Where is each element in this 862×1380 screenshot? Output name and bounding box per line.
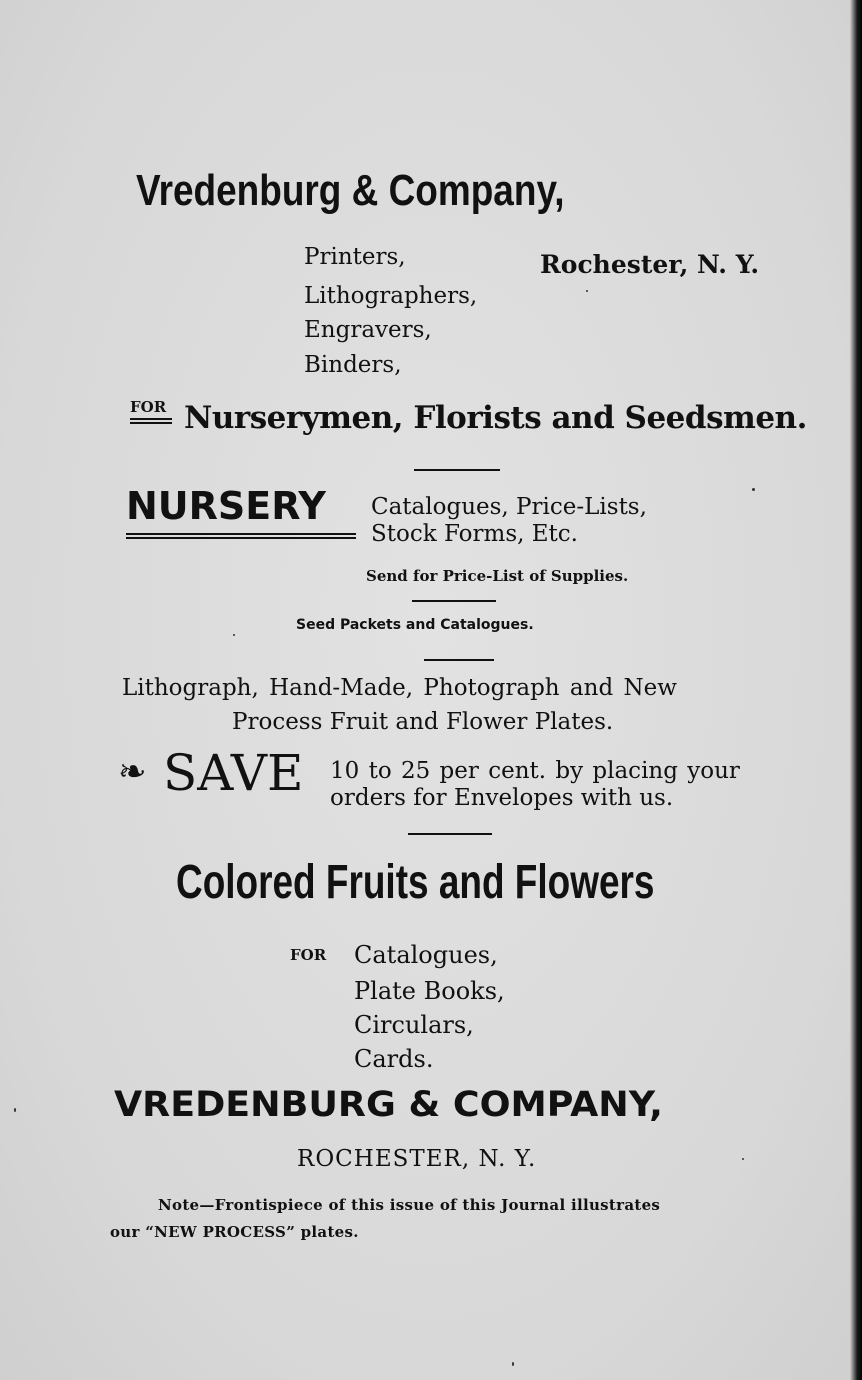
footer-note-line-1: Note—Frontispiece of this issue of this Journal illustrates <box>158 1196 661 1214</box>
divider <box>414 469 500 471</box>
for-prefix-underline <box>130 418 172 424</box>
seed-packets-line: Seed Packets and Catalogues. <box>296 617 534 633</box>
for-prefix: FOR <box>130 398 167 416</box>
colored-for-prefix: FOR <box>290 946 327 964</box>
save-line-2: orders for Envelopes with us. <box>330 785 674 811</box>
save-word: SAVE <box>163 744 304 802</box>
service-engravers: Engravers, <box>304 317 432 343</box>
paper-speck <box>586 290 588 292</box>
paper-speck <box>752 488 755 491</box>
colored-title: Colored Fruits and Flowers <box>176 856 655 909</box>
divider <box>412 600 496 602</box>
nursery-underline <box>126 533 356 539</box>
footer-company: VREDENBURG & COMPANY, <box>114 1085 663 1125</box>
divider <box>408 833 492 835</box>
paper-speck <box>512 1362 514 1366</box>
nursery-line-1: Catalogues, Price-Lists, <box>371 494 647 520</box>
price-list-note: Send for Price-List of Supplies. <box>366 567 629 585</box>
save-line-1: 10 to 25 per cent. by placing your <box>330 758 740 784</box>
page-edge-shadow <box>850 0 862 1380</box>
location-label: Rochester, N. Y. <box>540 250 760 279</box>
footer-city: ROCHESTER, N. Y. <box>297 1146 537 1172</box>
service-binders: Binders, <box>304 352 402 378</box>
colored-item-plate-books: Plate Books, <box>354 977 505 1005</box>
colored-item-catalogues: Catalogues, <box>354 941 498 969</box>
colored-item-cards: Cards. <box>354 1045 434 1073</box>
nursery-word: NURSERY <box>126 484 326 528</box>
paper-speck <box>14 1108 16 1112</box>
paper-speck <box>742 1158 744 1160</box>
colored-item-circulars: Circulars, <box>354 1011 474 1039</box>
fleuron-ornament: ❧ <box>118 752 147 792</box>
company-title: Vredenburg & Company, <box>136 166 565 215</box>
paper-speck <box>233 634 235 636</box>
plates-line-1: Lithograph, Hand-Made, Photograph and New <box>122 675 677 701</box>
divider <box>424 659 494 661</box>
for-line-text: Nurserymen, Florists and Seedsmen. <box>184 400 807 436</box>
service-printers: Printers, <box>304 244 406 270</box>
nursery-line-2: Stock Forms, Etc. <box>371 521 578 547</box>
plates-line-2: Process Fruit and Flower Plates. <box>232 709 614 735</box>
footer-note-line-2: our “NEW PROCESS” plates. <box>110 1223 359 1241</box>
service-lithographers: Lithographers, <box>304 283 478 309</box>
